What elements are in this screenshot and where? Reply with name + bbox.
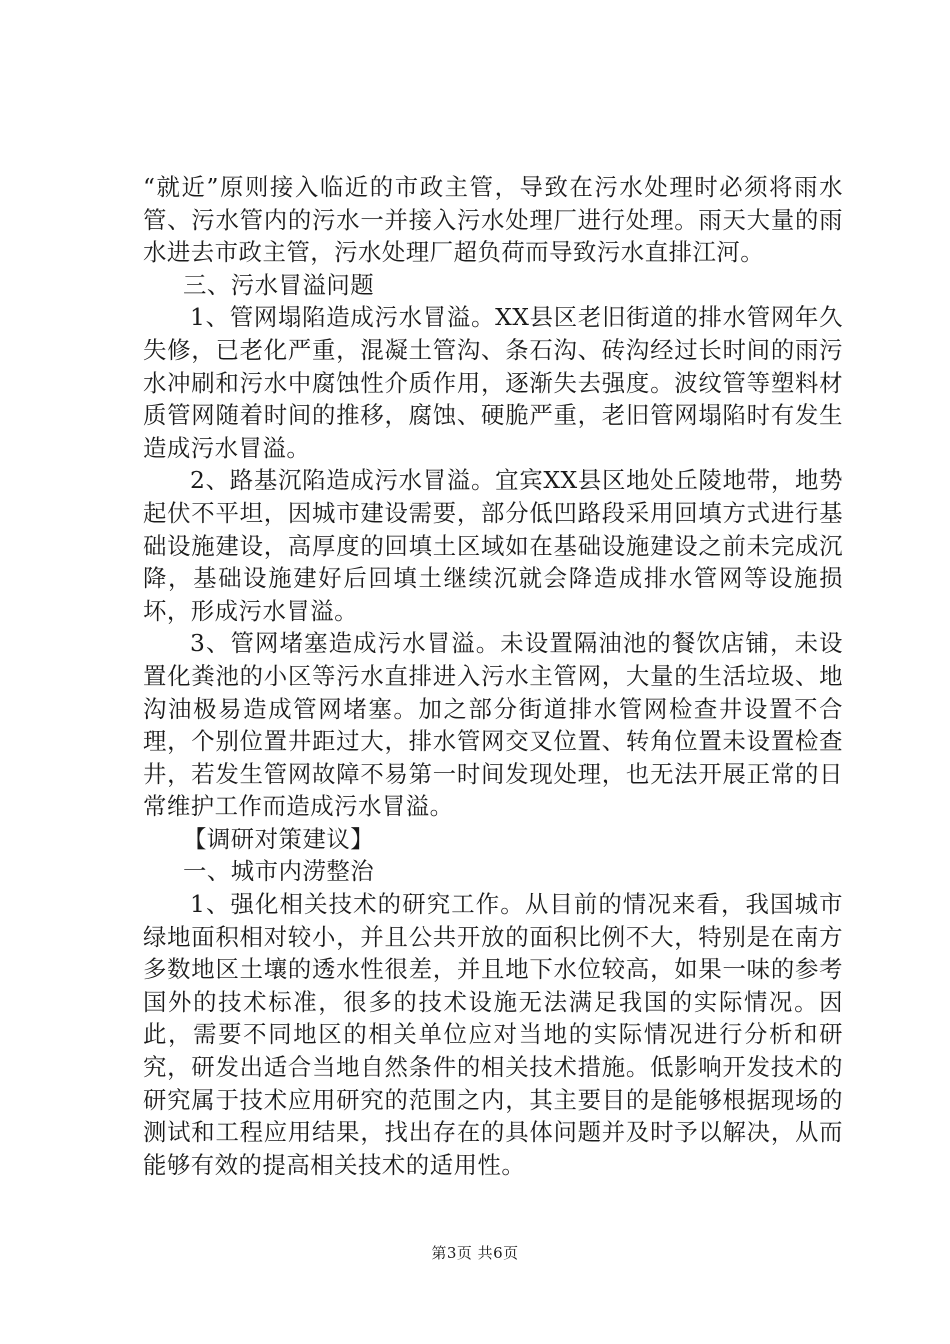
paragraph-technical-research: 1、强化相关技术的研究工作。从目前的情况来看，我国城市绿地面积相对较小，并且公共开放的面积比例不大，特别是在南方多数地区土壤的透水性很差，并且地下水位较高，如果一味的参考国外的技术标准，很多的技术设施无法满足我国的实际情况。因此，需要不同地区的相关单位应对当地的实际情况进行分析和研究，研发出适合当地自然条件的相关技术措施。低影响开发技术的研究属于技术应用研究的范围之内，其主要目的是能够根据现场的测试和工程应用结果，找出存在的具体问题并及时予以解决，从而能够有效的提高相关技术的适用性。 bbox=[143, 890, 843, 1179]
section-heading-sewage-overflow: 三、污水冒溢问题 bbox=[183, 270, 375, 299]
paragraph-roadbed-subsidence: 2、路基沉陷造成污水冒溢。宜宾XX县区地处丘陵地带，地势起伏不平坦，因城市建设需要，部分低凹路段采用回填方式进行基础设施建设，高厚度的回填土区域如在基础设施建设之前未完成沉降，基础设施建好后回填土继续沉就会降造成排水管网等设施损坏，形成污水冒溢。 bbox=[143, 466, 843, 625]
section-heading-research-suggestions: 【调研对策建议】 bbox=[183, 824, 375, 853]
paragraph-pipe-collapse: 1、管网塌陷造成污水冒溢。XX县区老旧街道的排水管网年久失修，已老化严重，混凝土管沟、条石沟、砖沟经过长时间的雨污水冲刷和污水中腐蚀性介质作用，逐渐失去强度。波纹管等塑料材质管网随着时间的推移，腐蚀、硬脆严重，老旧管网塌陷时有发生造成污水冒溢。 bbox=[143, 303, 843, 462]
paragraph-pipe-blockage: 3、管网堵塞造成污水冒溢。未设置隔油池的餐饮店铺，未设置化粪池的小区等污水直排进入污水主管网，大量的生活垃圾、地沟油极易造成管网堵塞。加之部分街道排水管网检查井设置不合理，个别位置井距过大，排水管网交叉位置、转角位置未设置检查井，若发生管网故障不易第一时间发现处理，也无法开展正常的日常维护工作而造成污水冒溢。 bbox=[143, 629, 843, 821]
section-heading-waterlogging: 一、城市内涝整治 bbox=[183, 857, 375, 886]
page-number-footer: 第3页 共6页 bbox=[431, 1244, 519, 1262]
document-body bbox=[143, 171, 843, 1181]
paragraph-continuation: “就近”原则接入临近的市政主管，导致在污水处理时必须将雨水管、污水管内的污水一并接入污水处理厂进行处理。雨天大量的雨水进去市政主管，污水处理厂超负荷而导致污水直排江河。 bbox=[143, 173, 843, 267]
